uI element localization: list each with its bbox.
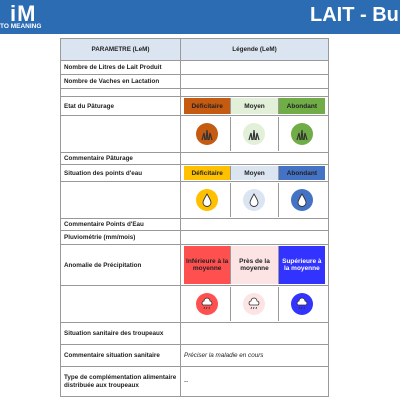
pluie-option-superieure[interactable] <box>278 287 325 321</box>
paturage-option-moyen[interactable] <box>230 117 277 151</box>
row-label-complementation: Type de complémentation alimentaire distribuée aux troupeaux <box>61 367 181 397</box>
col-header-legend: Légende (LeM) <box>181 39 329 61</box>
row-label-commentaire-sanitaire: Commentaire situation sanitaire <box>61 345 181 367</box>
legend-eau-deficitaire: Déficitaire <box>184 166 230 180</box>
legend-paturage-moyen: Moyen <box>230 98 277 114</box>
water-drop-icon <box>243 189 265 211</box>
table-row <box>61 367 329 397</box>
water-drop-icon <box>291 189 313 211</box>
table-row <box>61 231 329 245</box>
legend-pluie-pres: Près de la moyenne <box>230 246 277 284</box>
input-cell-commentaire-points-eau[interactable] <box>181 219 329 231</box>
legend-pluie-superieure: Supérieure à la moyenne <box>278 246 325 284</box>
input-cell-sanitaire[interactable] <box>181 323 329 345</box>
row-label-sanitaire: Situation sanitaire des troupeaux <box>61 323 181 345</box>
row-label-anomalie: Anomalie de Précipitation <box>61 245 181 286</box>
bulletin-form-table <box>60 38 329 397</box>
row-label-points-eau: Situation des points d'eau <box>61 165 181 182</box>
input-cell-commentaire-paturage[interactable] <box>181 153 329 165</box>
slide-title: LAIT - Bu <box>310 4 399 26</box>
logo-tagline: TO MEANING <box>0 23 42 30</box>
legend-eau-abondant: Abondant <box>278 166 325 180</box>
grass-icon <box>196 123 218 145</box>
logo <box>0 0 48 34</box>
pluie-option-inferieure[interactable] <box>184 287 230 321</box>
input-cell-pluviometrie[interactable] <box>181 231 329 245</box>
water-drop-icon <box>196 189 218 211</box>
row-label-litres: Nombre de Litres de Lait Produit <box>61 61 181 75</box>
table-row <box>61 165 329 182</box>
legend-paturage-deficitaire: Déficitaire <box>184 98 230 114</box>
rain-cloud-icon <box>196 293 218 315</box>
row-label-pluviometrie: Pluviométrie (mm/mois) <box>61 231 181 245</box>
table-row <box>61 97 329 116</box>
legend-paturage-abondant: Abondant <box>278 98 325 114</box>
row-label-commentaire-paturage: Commentaire Pâturage <box>61 153 181 165</box>
table-row <box>61 75 329 89</box>
grass-icon <box>243 123 265 145</box>
row-label-commentaire-points-eau: Commentaire Points d'Eau <box>61 219 181 231</box>
table-row <box>61 345 329 367</box>
table-row <box>61 153 329 165</box>
row-label-paturage: Etat du Pâturage <box>61 97 181 116</box>
input-cell-complementation[interactable]: -- <box>181 367 329 397</box>
logo-letters: iM <box>10 1 37 26</box>
row-label-vaches: Nombre de Vaches en Lactation <box>61 75 181 89</box>
spacer-row <box>61 89 329 97</box>
table-row <box>61 182 329 219</box>
input-cell-litres[interactable] <box>181 61 329 75</box>
paturage-option-deficitaire[interactable] <box>184 117 230 151</box>
table-row <box>61 116 329 153</box>
grass-icon <box>291 123 313 145</box>
rain-cloud-icon <box>291 293 313 315</box>
input-cell-vaches[interactable] <box>181 75 329 89</box>
pluie-option-pres[interactable] <box>230 287 277 321</box>
input-cell-commentaire-sanitaire[interactable]: Préciser la maladie en cours <box>181 345 329 367</box>
table-row <box>61 245 329 286</box>
paturage-option-abondant[interactable] <box>278 117 325 151</box>
table-row <box>61 323 329 345</box>
rain-cloud-icon <box>243 293 265 315</box>
eau-option-moyen[interactable] <box>230 183 277 217</box>
table-header-row <box>61 39 329 61</box>
header-bar <box>0 0 400 34</box>
col-header-param: PARAMETRE (LeM) <box>61 39 181 61</box>
legend-pluie-inferieure: Inférieure à la moyenne <box>184 246 230 284</box>
eau-option-deficitaire[interactable] <box>184 183 230 217</box>
legend-eau-moyen: Moyen <box>230 166 277 180</box>
table-row <box>61 219 329 231</box>
table-row <box>61 61 329 75</box>
table-row <box>61 286 329 323</box>
eau-option-abondant[interactable] <box>278 183 325 217</box>
